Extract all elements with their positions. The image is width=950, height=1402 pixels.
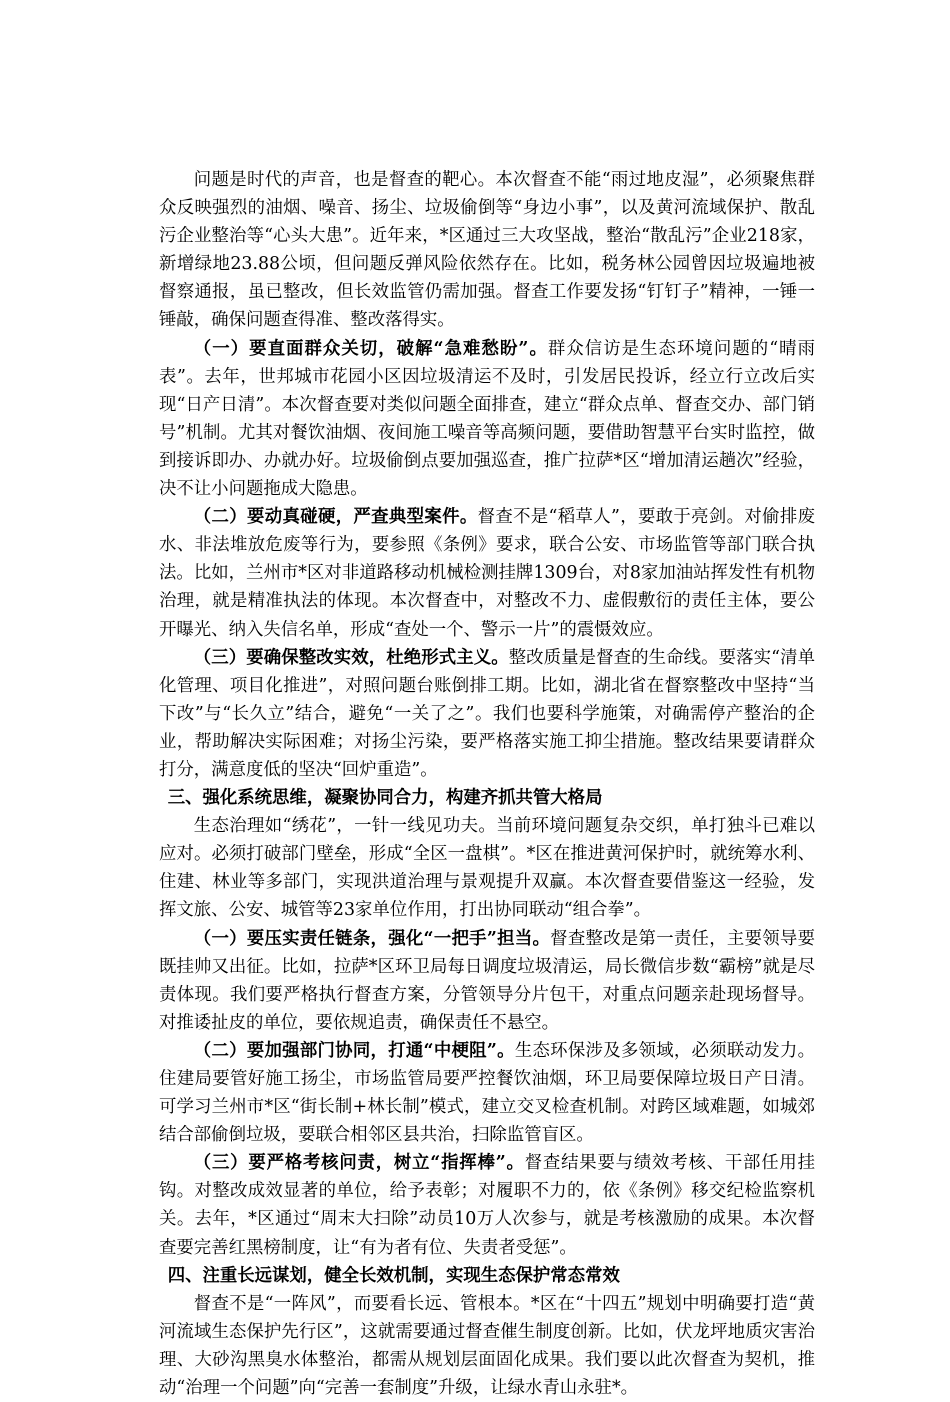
intro-paragraph: 问题是时代的声音，也是督查的靶心。本次督查不能“雨过地皮湿”，必须聚焦群众反映强烈的油烟、噪音、扬尘、垃圾偷倒等“身边小事”，以及黄河流域保护、散乱污企业整治等“心头大患”。近年来，*区通过三大攻坚战，整治“散乱污”企业218家，新增绿地23.88公顷，但问题反弹风险依然存在。比如，税务林公园曾因垃圾遍地被督察通报，虽已整改，但长效监管仍需加强。督查工作要发扬“钉钉子”精神，一锤一锤敲，确保问题查得准、整改落得实。 [159, 170, 815, 331]
section-1-body: 群众信访是生态环境问题的“晴雨表”。去年，世邦城市花园小区因垃圾清运不及时，引发居民投诉，经立行立改后实现“日产日清”。本次督查要对类似问题全面排查，建立“群众点单、督查交办、部门销号”机制。尤其对餐饮油烟、夜间施工噪音等高频问题，要借助智慧平台实时监控，做到接诉即办、办就办好。垃圾偷倒点要加强巡查，推广拉萨*区“增加清运趟次”经验，决不让小问题拖成大隐患。 [159, 338, 815, 500]
document-page [159, 166, 815, 1402]
section-4-paragraph [159, 925, 815, 1037]
coordination-paragraph: 生态治理如“绣花”，一针一线见功夫。当前环境问题复杂交织，单打独斗已难以应对。必须打破部门壁垒，形成“全区一盘棋”。*区在推进黄河保护时，就统筹水利、住建、林业等多部门，实现洪道治理与景观提升双赢。本次督查要借鉴这一经验，发挥文旅、公安、城管等23家单位作用，打出协同联动“组合拳”。 [159, 816, 815, 921]
section-2-paragraph [159, 503, 815, 643]
section-3-paragraph [159, 644, 815, 784]
section-2-body: 督查不是“稻草人”，要敢于亮剑。对偷排废水、非法堆放危废等行为，要参照《条例》要求，联合公安、市场监管等部门联合执法。比如，兰州市*区对非道路移动机械检测挂牌1309台，对8家加油站挥发性有机物治理，就是精准执法的体现。本次督查中，对整改不力、虚假敷衍的责任主体，要公开曝光、纳入失信名单，形成“查处一个、警示一片”的震慑效应。 [159, 507, 815, 640]
section-3-lead: （三）要确保整改实效，杜绝形式主义。 [193, 647, 509, 668]
heading-four: 四、注重长远谋划，健全长效机制，实现生态保护常态常效 [167, 1265, 620, 1286]
section-6-paragraph [159, 1149, 815, 1261]
section-3-body: 整改质量是督查的生命线。要落实“清单化管理、项目化推进”，对照问题台账倒排工期。比如，湖北省在督察整改中坚持“当下改”与“长久立”结合，避免“一关了之”。我们也要科学施策，对确需停产整治的企业，帮助解决实际困难；对扬尘污染，要严格落实施工抑尘措施。整改结果要请群众打分，满意度低的坚决“回炉重造”。 [159, 647, 815, 780]
heading-three: 三、强化系统思维，凝聚协同合力，构建齐抓共管大格局 [167, 788, 603, 809]
section-5-paragraph [159, 1037, 815, 1149]
section-1-paragraph [159, 335, 815, 504]
section-6-lead: （三）要严格考核问责，树立“指挥棒”。 [193, 1153, 525, 1174]
section-6-body: 督查结果要与绩效考核、干部任用挂钩。对整改成效显著的单位，给予表彰；对履职不力的，依《条例》移交纪检监察机关。去年，*区通过“周末大扫除”动员10万人次参与，就是考核激励的成果。本次督查要完善红黑榜制度，让“有为者有位、失责者受惩”。 [159, 1153, 815, 1258]
section-1-lead: （一）要直面群众关切，破解“急难愁盼”。 [193, 338, 548, 359]
section-5-lead: （二）要加强部门协同，打通“中梗阻”。 [193, 1040, 515, 1061]
section-5-body: 生态环保涉及多领域，必须联动发力。住建局要管好施工扬尘，市场监管局要严控餐饮油烟，环卫局要保障垃圾日产日清。可学习兰州市*区“街长制+林长制”模式，建立交叉检查机制。对跨区域难题，如城郊结合部偷倒垃圾，要联合相邻区县共治，扫除监管盲区。 [159, 1040, 815, 1146]
section-4-lead: （一）要压实责任链条，强化“一把手”担当。 [193, 928, 551, 949]
long-term-paragraph: 督查不是“一阵风”，而要看长远、管根本。*区在“十四五”规划中明确要打造“黄河流域生态保护先行区”，这就需要通过督查催生制度创新。比如，伏龙坪地质灾害治理、大砂沟黑臭水体整治，都需从规划层面固化成果。我们要以此次督查为契机，推动“治理一个问题”向“完善一套制度”升级，让绿水青山永驻*。 [159, 1293, 815, 1399]
section-2-lead: （二）要动真碰硬，严查典型案件。 [193, 507, 478, 528]
section-4-body: 督查整改是第一责任，主要领导要既挂帅又出征。比如，拉萨*区环卫局每日调度垃圾清运，局长微信步数“霸榜”就是尽责体现。我们要严格执行督查方案，分管领导分片包干，对重点问题亲赴现场督导。对推诿扯皮的单位，要依规追责，确保责任不悬空。 [159, 928, 815, 1033]
